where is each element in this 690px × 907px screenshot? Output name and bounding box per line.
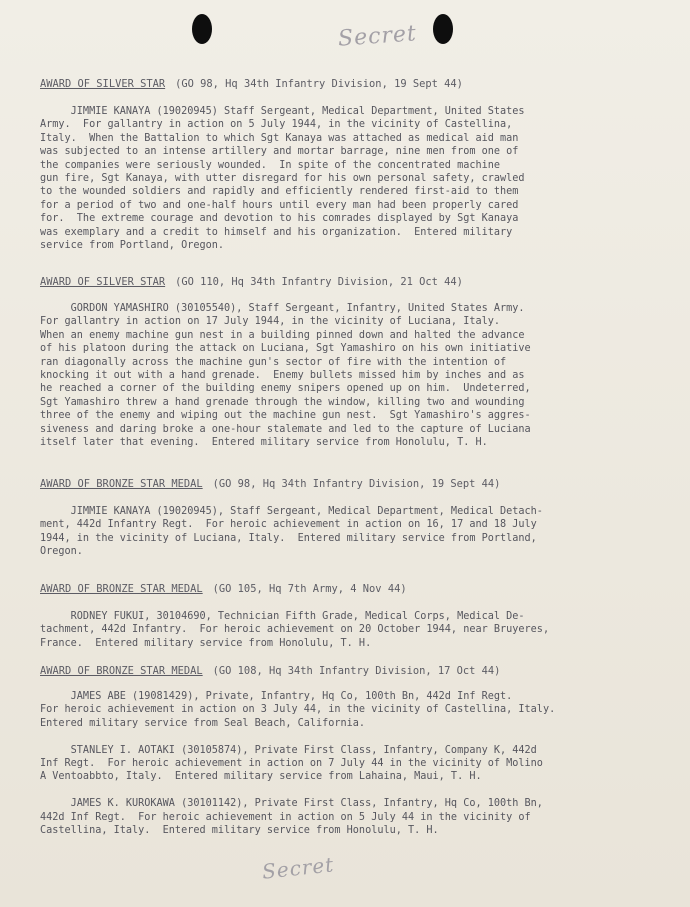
- citation-line: For heroic achievement in action on 3 July 44, in the vicinity of Castellina, Italy.: [40, 704, 556, 716]
- citation: [40, 505, 652, 559]
- citation-line: siveness and daring broke a one-hour stalemate and led to the capture of Luciana: [40, 423, 531, 435]
- award-heading: [40, 665, 500, 677]
- citation-line: JAMES ABE (19081429), Private, Infantry, Hq Co, 100th Bn, 442d Inf Regt.: [40, 691, 513, 702]
- citation-line: three of the enemy and wiping out the machine gun nest. Sgt Yamashiro's aggres-: [40, 410, 531, 422]
- citation-line: RODNEY FUKUI, 30104690, Technician Fifth Grade, Medical Corps, Medical De-: [40, 611, 525, 622]
- citation-line: he reached a corner of the building enemy snipers opened up on him. Undeterred,: [40, 383, 531, 395]
- citation-line: JIMMIE KANAYA (19020945), Staff Sergeant, Medical Department, Medical Detach-: [40, 506, 543, 517]
- award-title: AWARD OF SILVER STAR: [40, 78, 166, 90]
- citation-line: of his platoon during the attack on Luciana, Sgt Yamashiro on his own initiative: [40, 343, 531, 355]
- citation-line: for. The extreme courage and devotion to his comrades displayed by Sgt Kanaya: [40, 213, 519, 225]
- citation-line: [40, 784, 652, 797]
- citation-line: JIMMIE KANAYA (19020945) Staff Sergeant, Medical Department, United States: [40, 106, 525, 117]
- secret-stamp-top: Secret: [337, 21, 418, 52]
- citation-line: the companies were seriously wounded. In spite of the concentrated machine: [40, 159, 501, 171]
- citation-line: ment, 442d Infantry Regt. For heroic achievement in action on 16, 17 and 18 July: [40, 519, 537, 531]
- citation-line: to the wounded soldiers and rapidly and efficiently rendered first-aid to them: [40, 186, 519, 198]
- citation-line: tachment, 442d Infantry. For heroic achievement on 20 October 1944, near Bruyeres,: [40, 624, 550, 636]
- citation-line: STANLEY I. AOTAKI (30105874), Private First Class, Infantry, Company K, 442d: [40, 744, 537, 756]
- award-heading: [40, 276, 463, 288]
- citation-line: gun fire, Sgt Kanaya, with utter disregard for his own personal safety, crawled: [40, 173, 525, 185]
- punch-hole-left: [192, 14, 212, 44]
- award-heading: [40, 583, 407, 595]
- citation-line: France. Entered military service from Honolulu, T. H.: [40, 637, 372, 649]
- citation-line: Oregon.: [40, 546, 83, 558]
- award-order: (GO 105, Hq 7th Army, 4 Nov 44): [212, 583, 407, 595]
- citation-line: Entered military service from Seal Beach, California.: [40, 717, 366, 729]
- citation-line: A Ventoabbto, Italy. Entered military service from Lahaina, Maui, T. H.: [40, 771, 482, 783]
- citation-line: For gallantry in action on 17 July 1944, in the vicinity of Luciana, Italy.: [40, 316, 501, 328]
- citation-line: was exemplary and a credit to himself and his organization. Entered military: [40, 226, 513, 238]
- citation: [40, 610, 652, 650]
- citation-line: Castellina, Italy. Entered military service from Honolulu, T. H.: [40, 825, 439, 837]
- citation-line: Sgt Yamashiro threw a hand grenade through the window, killing two and wounding: [40, 396, 525, 408]
- award-title: AWARD OF SILVER STAR: [40, 276, 166, 288]
- citation-line: JAMES K. KUROKAWA (30101142), Private First Class, Infantry, Hq Co, 100th Bn,: [40, 798, 543, 810]
- citation-line: 1944, in the vicinity of Luciana, Italy. Entered military service from Portland,: [40, 532, 537, 544]
- citation-line: Inf Regt. For heroic achievement in action on 7 July 44 in the vicinity of Molino: [40, 758, 543, 770]
- citation-line: was subjected to an intense artillery and mortar barrage, nine men from one of: [40, 146, 519, 158]
- citation-line: [40, 730, 652, 743]
- award-order: (GO 98, Hq 34th Infantry Division, 19 Sept 44): [175, 78, 463, 90]
- citation-line: for a period of two and one-half hours until every man had been properly cared: [40, 199, 519, 211]
- citation: [40, 690, 652, 837]
- award-heading: [40, 78, 463, 90]
- citation-line: service from Portland, Oregon.: [40, 240, 225, 252]
- secret-stamp-bottom: Secret: [260, 852, 336, 884]
- award-heading: [40, 478, 500, 490]
- citation-line: Italy. When the Battalion to which Sgt Kanaya was attached as medical aid man: [40, 132, 519, 144]
- citation: [40, 105, 652, 252]
- award-order: (GO 98, Hq 34th Infantry Division, 19 Sept 44): [212, 478, 501, 490]
- citation: [40, 302, 652, 449]
- award-order: (GO 110, Hq 34th Infantry Division, 21 Oct 44): [175, 276, 463, 288]
- citation-line: ran diagonally across the machine gun's sector of fire with the intention of: [40, 356, 507, 368]
- award-order: (GO 108, Hq 34th Infantry Division, 17 Oct 44): [212, 665, 501, 677]
- citation-line: itself later that evening. Entered military service from Honolulu, T. H.: [40, 437, 488, 449]
- award-title: AWARD OF BRONZE STAR MEDAL: [40, 478, 203, 490]
- citation-line: knocking it out with a hand grenade. Enemy bullets missed him by inches and as: [40, 370, 525, 382]
- citation-line: When an enemy machine gun nest in a building pinned down and halted the advance: [40, 329, 525, 341]
- award-title: AWARD OF BRONZE STAR MEDAL: [40, 583, 203, 595]
- citation-line: 442d Inf Regt. For heroic achievement in action on 5 July 44 in the vicinity of: [40, 811, 531, 823]
- award-title: AWARD OF BRONZE STAR MEDAL: [40, 665, 203, 677]
- citation-line: GORDON YAMASHIRO (30105540), Staff Sergeant, Infantry, United States Army.: [40, 303, 525, 314]
- punch-hole-right: [433, 14, 453, 44]
- citation-line: Army. For gallantry in action on 5 July 1944, in the vicinity of Castellina,: [40, 119, 513, 131]
